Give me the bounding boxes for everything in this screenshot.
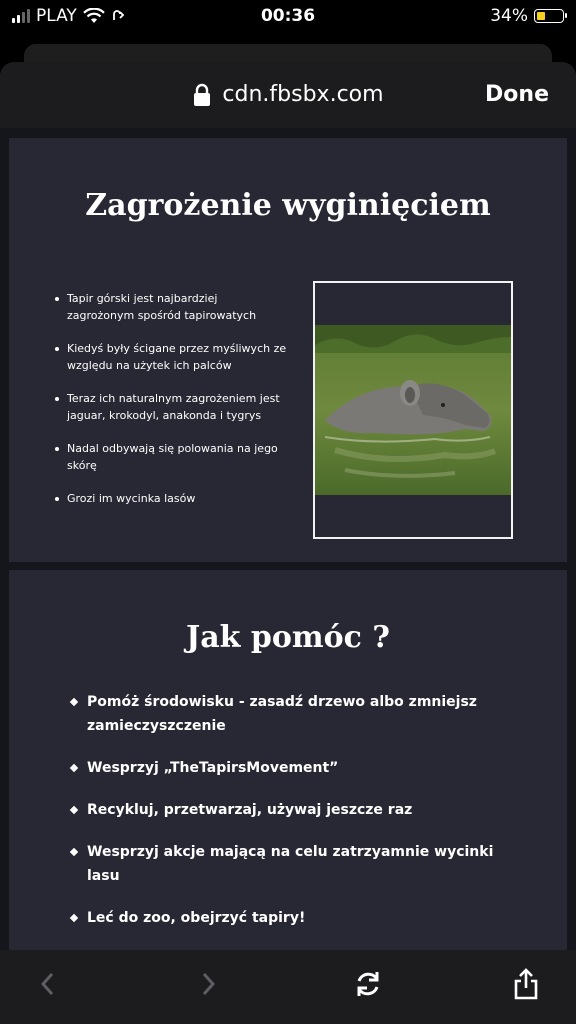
browser-toolbar: [0, 950, 576, 1024]
list-item: Recykluj, przetwarzaj, używaj jeszcze raz: [87, 798, 527, 822]
url-text: cdn.fbsbx.com: [222, 82, 384, 107]
help-section: [9, 570, 567, 960]
battery-icon: [534, 9, 564, 23]
list-item: Nadal odbywają się polowania na jego skórę: [67, 440, 287, 474]
help-list: [87, 690, 527, 948]
list-item: Wesprzyj akcje mającą na celu zatrzyamnie wycinki lasu: [87, 840, 527, 888]
chevron-left-icon: [38, 970, 58, 998]
carrier-label: PLAY: [36, 6, 77, 26]
share-icon: [513, 968, 539, 1000]
web-content: [0, 128, 576, 950]
forward-button[interactable]: [188, 964, 228, 1004]
threat-title: Zagrożenie wyginięciem: [85, 188, 491, 223]
list-item: Tapir górski jest najbardziej zagrożonym spośród tapirowatych: [67, 290, 287, 324]
chevron-right-icon: [198, 970, 218, 998]
battery-percent: 34%: [490, 6, 528, 26]
refresh-icon: [353, 969, 383, 999]
list-item: Wesprzyj „TheTapirsMovement”: [87, 756, 527, 780]
back-button[interactable]: [28, 964, 68, 1004]
battery-group: [490, 6, 564, 26]
url-bar: [0, 62, 576, 128]
done-button[interactable]: Done: [485, 82, 549, 107]
list-item: Grozi im wycinka lasów: [67, 490, 287, 507]
threat-list: [67, 290, 287, 523]
tapir-photo-frame: [313, 281, 513, 539]
browser-sheet: [0, 62, 576, 1024]
share-button[interactable]: [506, 964, 546, 1004]
threat-section: [9, 138, 567, 562]
list-item: Leć do zoo, obejrzyć tapiry!: [87, 906, 527, 930]
refresh-button[interactable]: [348, 964, 388, 1004]
list-item: Kiedyś były ścigane przez myśliwych ze względu na użytek ich palców: [67, 342, 287, 372]
list-item: Teraz ich naturalnym zagrożeniem jest jaguar, krokodyl, anakonda i tygrys: [67, 390, 287, 424]
lock-icon: [192, 83, 212, 107]
status-bar: [0, 0, 576, 34]
list-item: Pomóż środowisku - zasadź drzewo albo zmniejsz zamieczyszczenie: [87, 690, 527, 738]
status-time: 00:36: [260, 6, 316, 26]
tapir-photo: [315, 325, 511, 495]
help-title: Jak pomóc ?: [186, 620, 390, 655]
